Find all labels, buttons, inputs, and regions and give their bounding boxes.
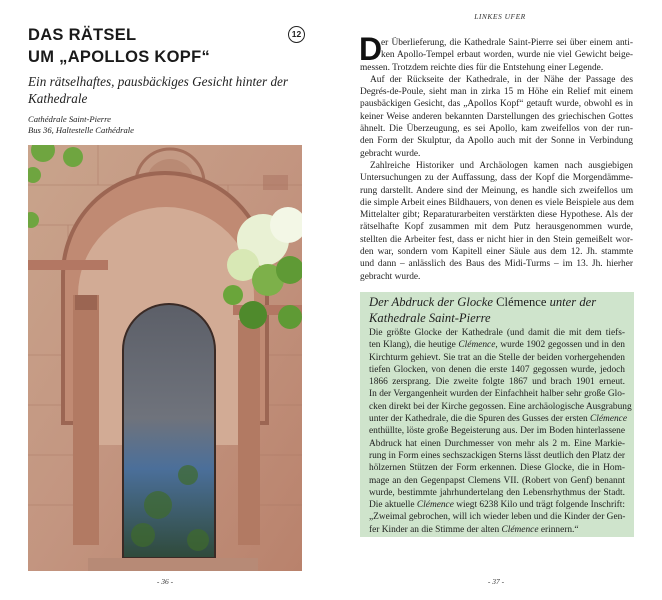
box-text-line (369, 499, 625, 511)
italic-term: Clémence (416, 500, 454, 511)
cathedral-window-photo (28, 145, 302, 571)
text-line: rung darstellt. Andere sind der Meinung, es handle sich zweifellos um (360, 185, 633, 196)
box-text-line (369, 352, 625, 364)
text-line: Untersuchungen zu der Auffassung, dass der Kopf die Morgendämme- (360, 173, 633, 184)
address-line: Cathédrale Saint-Pierre (28, 114, 111, 124)
text-segment: Kirchturm gehievt. Sie trat an die Stelle der beiden vorhergehenden (369, 352, 625, 363)
page-number-left: - 36 - (156, 577, 174, 586)
italic-term: Clémence (458, 340, 496, 351)
box-text-line (369, 401, 632, 413)
italic-term: Clémence (501, 524, 539, 535)
text-segment: mage an den Gegenpapst Clemens VII. (Robert von Genf) benannt (369, 475, 625, 486)
text-line: rätselhafte Kopf zusammen mit dem Putz herausgenommen wurde, (360, 222, 633, 233)
photo-illustration (28, 145, 302, 571)
box-text-line (369, 413, 625, 425)
box-text-line (369, 364, 625, 376)
text-line: er Überlieferung, die Kathedrale Saint-Pierre sei über einem anti- (381, 38, 633, 48)
chapter-title-line-1: DAS RÄTSEL (28, 26, 137, 44)
text-segment: Die größte Glocke der Kathedrale (und damit die mit dem tiefs- (369, 328, 625, 338)
text-segment: hölzernen Stützen der Form erkennen. Diese Glocke, die in Hom- (369, 463, 625, 474)
page-number-right: - 37 - (487, 577, 505, 586)
title-segment: unter der (546, 295, 597, 309)
text-line: gebracht wurde. (360, 148, 421, 159)
text-line: Zahlreiche Historiker und Archäologen kamen nach ausgiebigen (370, 160, 633, 171)
text-segment: Die aktuelle (369, 500, 417, 511)
info-box-title-line-1 (369, 294, 631, 310)
text-segment: wurde, bestimmte jahrhundertelang den Lebensrhythmus der Stadt. (369, 487, 625, 498)
text-line: die simple Arbeit eines Bildhauers, von denen es viele Beispiele aus dem (360, 197, 634, 208)
title-segment: Clémence (496, 295, 547, 309)
text-segment: „Zweimal gebrochen, will ich wieder leben und die Kinder der Gen- (369, 512, 626, 523)
text-line: ken Apollo-Tempel erbaut worden, wurde nie viel Gewicht beige- (381, 50, 633, 61)
text-segment: tiefen Glocken, von denen die erste 1407 gegossen wurde, jedoch (369, 364, 625, 375)
text-line: gebracht wurde. (360, 271, 421, 282)
text-line: Auf der Rückseite der Kathedrale, in der Nähe der Passage des (370, 74, 633, 85)
text-line: stellten die Arbeiter fest, dass er nicht hier in den Stein gemeißelt wor- (360, 234, 633, 245)
text-line: ähnelt. Die Überzeugung, es sei Apollo, kam zweifellos von der run- (360, 124, 633, 135)
box-text-line (369, 376, 625, 388)
address-line: Bus 36, Haltestelle Cathédrale (28, 125, 134, 135)
entry-number-badge: 12 (288, 26, 305, 43)
address-block (28, 114, 134, 136)
text-line: und dann – anlässlich des Baus des Midi-Turms – im 13. Jh. hierher (360, 259, 633, 270)
box-text-line (369, 511, 625, 523)
box-text-line (369, 487, 625, 499)
title-segment: Der Abdruck der Glocke (369, 295, 497, 309)
text-segment: Abdruck hat einen Durchmesser von mehr als 2 m. Eine Markie- (369, 438, 625, 449)
italic-term: Clémence (590, 414, 627, 425)
text-line: den war, sondern vom Kapitell einer Säule aus dem 12. Jh. stammte (360, 247, 633, 258)
text-segment: , wurde 1902 gegossen und in den (495, 340, 625, 351)
box-text-line (369, 450, 625, 462)
chapter-subtitle (28, 73, 308, 107)
box-text-line (369, 327, 625, 339)
box-text-line (369, 475, 625, 487)
box-text-line (369, 388, 625, 400)
text-segment: fer Kinder an die Stimme der alten (369, 524, 502, 535)
box-text-line (369, 524, 625, 536)
running-head: LINKES UFER (474, 12, 526, 21)
text-segment: erinnern.“ (538, 524, 579, 535)
text-line: Degrés-de-Poule, sieht man in zirka 15 m Höhe ein Relief mit einem (360, 87, 633, 98)
text-segment: unter der Kathedrale, die die Spuren des Gusses der ersten (369, 414, 591, 425)
drop-cap: D (359, 31, 383, 67)
text-segment: enthüllte, löste große Begeisterung aus. Der im Boden hinterlassene (369, 426, 625, 437)
text-segment: 1866 zersprang. Die zweite folgte 1867 und brach 1901 erneut. (369, 377, 625, 388)
text-line: pausbäckigen Gesicht, das „Apollos Kopf“ getauft wurde, obwohl es in (360, 99, 633, 110)
info-box-title (369, 294, 631, 326)
text-line: messen. Trotzdem reichte dies für die Entstehung einer Legende. (360, 62, 604, 73)
text-segment: In der Vergangenheit wurden der Einfachheit halber sehr große Glo- (369, 389, 625, 400)
subtitle-line: Ein rätselhaftes, pausbäckiges Gesicht hinter der (28, 74, 289, 89)
text-segment: rung in Form eines sechszackigen Sterns lässt deutlich den Platz der (369, 450, 625, 461)
text-line: Mittelalter gibt; Reparaturarbeiten verstärkten diese Hypothese. Als der (360, 210, 633, 221)
info-box-text (369, 327, 632, 536)
text-segment: cken direkt bei der Kirche gegossen. Eine archäologische Ausgrabung (369, 401, 632, 412)
box-text-line (369, 438, 625, 450)
text-line: keiner Weise anderen bekannten Darstellungen des griechischen Gottes (360, 111, 633, 122)
main-text-column (359, 31, 634, 283)
info-box-title-line-2: Kathedrale Saint-Pierre (369, 311, 491, 325)
chapter-title-line-2: UM „APOLLOS KOPF“ (28, 48, 211, 66)
text-segment: wiegt 6238 Kilo und trägt folgende Inschrift: (453, 500, 625, 511)
box-text-line (369, 425, 625, 437)
box-text-line (369, 339, 625, 351)
text-segment: ten Klang), die heutige (369, 340, 459, 351)
text-line: den Form der Skulptur, da Apollo auch mit der Sonne in Verbindung (360, 136, 633, 147)
box-text-line (369, 462, 625, 474)
subtitle-line: Kathedrale (28, 91, 88, 106)
